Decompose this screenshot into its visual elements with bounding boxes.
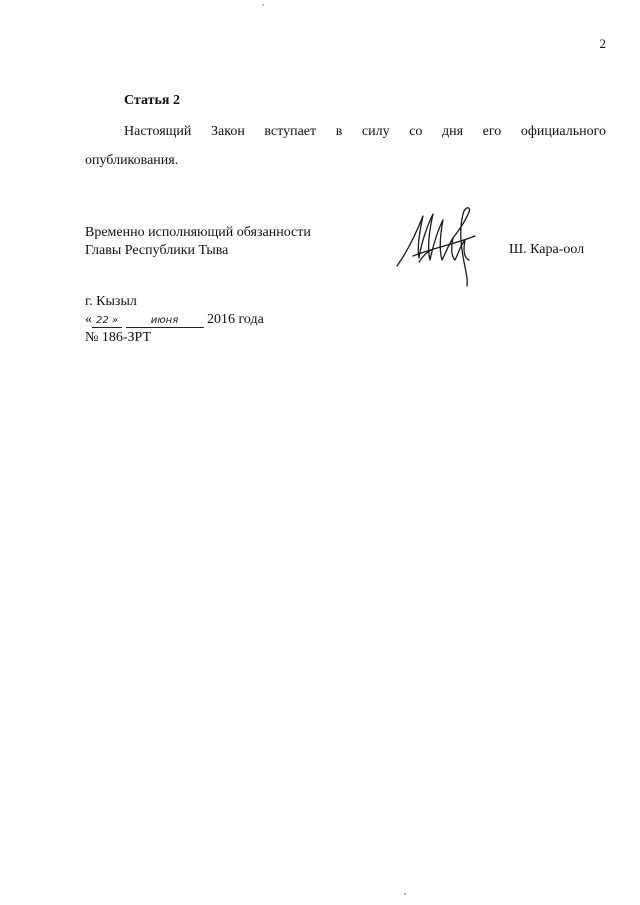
article-heading: Статья 2: [124, 93, 180, 108]
place-date-block: [85, 293, 264, 347]
day-value: 22: [95, 315, 109, 326]
signature-icon: [393, 200, 493, 292]
page-number: 2: [599, 36, 606, 51]
city: г. Кызыл: [85, 294, 137, 309]
day-field: [92, 314, 122, 328]
year-suffix: 2016 года: [207, 312, 264, 327]
month-field: июня: [126, 314, 204, 328]
signer-title-line-2: Главы Республики Тыва: [85, 243, 229, 258]
article-text-line-2: опубликования.: [85, 153, 179, 168]
law-number: № 186-ЗРТ: [85, 330, 152, 345]
scan-speck: [404, 893, 406, 895]
scan-speck: [262, 4, 264, 6]
quote-close: »: [111, 315, 119, 326]
article-text-line-1: Настоящий Закон вступает в силу со дня его официального: [124, 124, 606, 139]
date-line: [85, 311, 264, 329]
signer-title-line-1: Временно исполняющий обязанности: [85, 225, 311, 240]
article-text: [85, 117, 606, 175]
signer-name: Ш. Кара-оол: [509, 242, 585, 257]
signer-title: [85, 224, 311, 260]
quote-open: «: [85, 312, 92, 327]
